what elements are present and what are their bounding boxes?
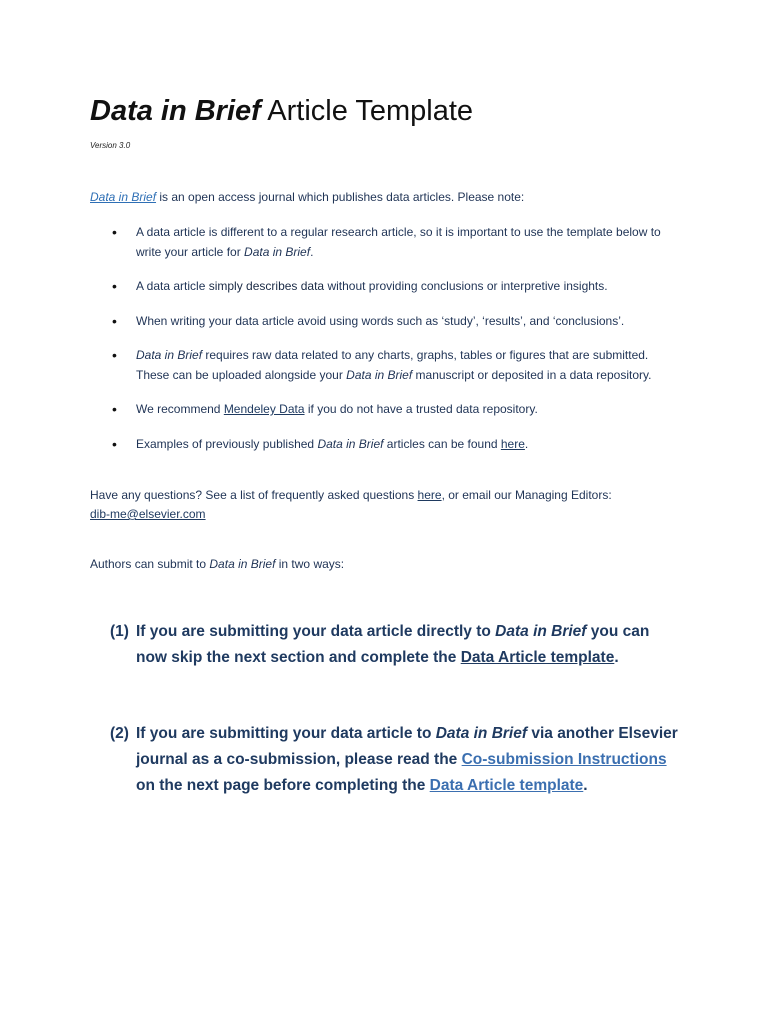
list-item — [110, 435, 670, 455]
bullet-text: without providing conclusions or interpretive insights. — [324, 279, 608, 293]
option-text-part: If you are submitting your data article directly to — [136, 623, 496, 640]
list-item — [110, 277, 670, 297]
bullet-strong: simply describes data — [208, 279, 325, 293]
version-label: Version 3.0 — [90, 141, 131, 150]
authors-text: in two ways: — [275, 557, 345, 571]
list-item — [110, 346, 670, 385]
bullet-emphasis: Data in Brief — [346, 367, 413, 382]
co-submission-instructions-link[interactable]: Co-submission Instructions — [461, 751, 667, 768]
title-rest: Article Template — [260, 95, 474, 127]
bullet-text: articles can be found — [383, 436, 501, 451]
authors-emphasis: Data in Brief — [209, 557, 276, 571]
bullet-emphasis: Data in Brief — [244, 244, 311, 259]
bullet-emphasis: Data in Brief — [317, 436, 384, 451]
option-emphasis: Data in Brief — [495, 623, 587, 640]
option-text — [110, 619, 680, 671]
option-text-part: . — [614, 649, 619, 666]
bullet-text: manuscript or deposited in a data repository. — [412, 367, 652, 382]
examples-here-link[interactable]: here — [500, 436, 525, 451]
bullet-text: A data article is different to a regular research article, so it is important to use the template below to write your article for — [136, 225, 661, 259]
authors-paragraph — [90, 555, 344, 574]
option-text-part: you can now skip the next section and complete the — [136, 623, 650, 666]
data-in-brief-link[interactable]: Data in Brief — [90, 190, 157, 204]
page-title — [90, 95, 473, 128]
questions-paragraph — [90, 486, 670, 524]
option-2 — [110, 721, 680, 799]
list-item — [110, 223, 670, 262]
data-article-template-link[interactable]: Data Article template — [460, 649, 615, 666]
option-number: (1) — [110, 623, 129, 640]
intro-text: is an open access journal which publishes data articles. Please note: — [156, 190, 525, 204]
option-1 — [110, 619, 680, 671]
option-text-part: . — [583, 777, 588, 794]
notes-list — [110, 223, 670, 469]
questions-text: , or email our Managing Editors: — [441, 488, 612, 502]
bullet-text: if you do not have a trusted data repository. — [304, 402, 538, 416]
data-article-template-link[interactable]: Data Article template — [429, 777, 584, 794]
bullet-text: . — [524, 436, 529, 451]
option-emphasis: Data in Brief — [435, 725, 528, 742]
email-link[interactable]: dib-me@elsevier.com — [90, 507, 206, 521]
mendeley-data-link[interactable]: Mendeley Data — [223, 402, 305, 416]
option-number: (2) — [110, 725, 129, 742]
bullet-text: requires raw data related to any charts, graphs, tables or figures that are submitted. These can be uploaded alongside your — [136, 348, 649, 382]
authors-text: Authors can submit to — [90, 557, 210, 571]
intro-paragraph — [90, 188, 524, 207]
bullet-text: A data article — [136, 279, 209, 293]
faq-here-link[interactable]: here — [417, 488, 442, 502]
list-item — [110, 400, 670, 420]
option-text — [110, 721, 680, 799]
bullet-text: Examples of previously published — [136, 436, 318, 451]
option-text-part: If you are submitting your data article to — [136, 725, 436, 742]
bullet-emphasis: Data in Brief — [136, 348, 203, 362]
bullet-text: When writing your data article avoid using words such as ‘study’, ‘results’, and ‘conclusions’. — [136, 313, 625, 328]
bullet-text: . — [310, 244, 314, 259]
title-journal-name: Data in Brief — [90, 95, 261, 127]
questions-text: Have any questions? See a list of frequently asked questions — [90, 488, 418, 502]
option-text-part: on the next page before completing the — [136, 777, 430, 794]
list-item — [110, 312, 670, 332]
bullet-text: We recommend — [136, 402, 224, 416]
option-text-part: via another Elsevier journal as a co-submission, please read the — [136, 725, 678, 768]
